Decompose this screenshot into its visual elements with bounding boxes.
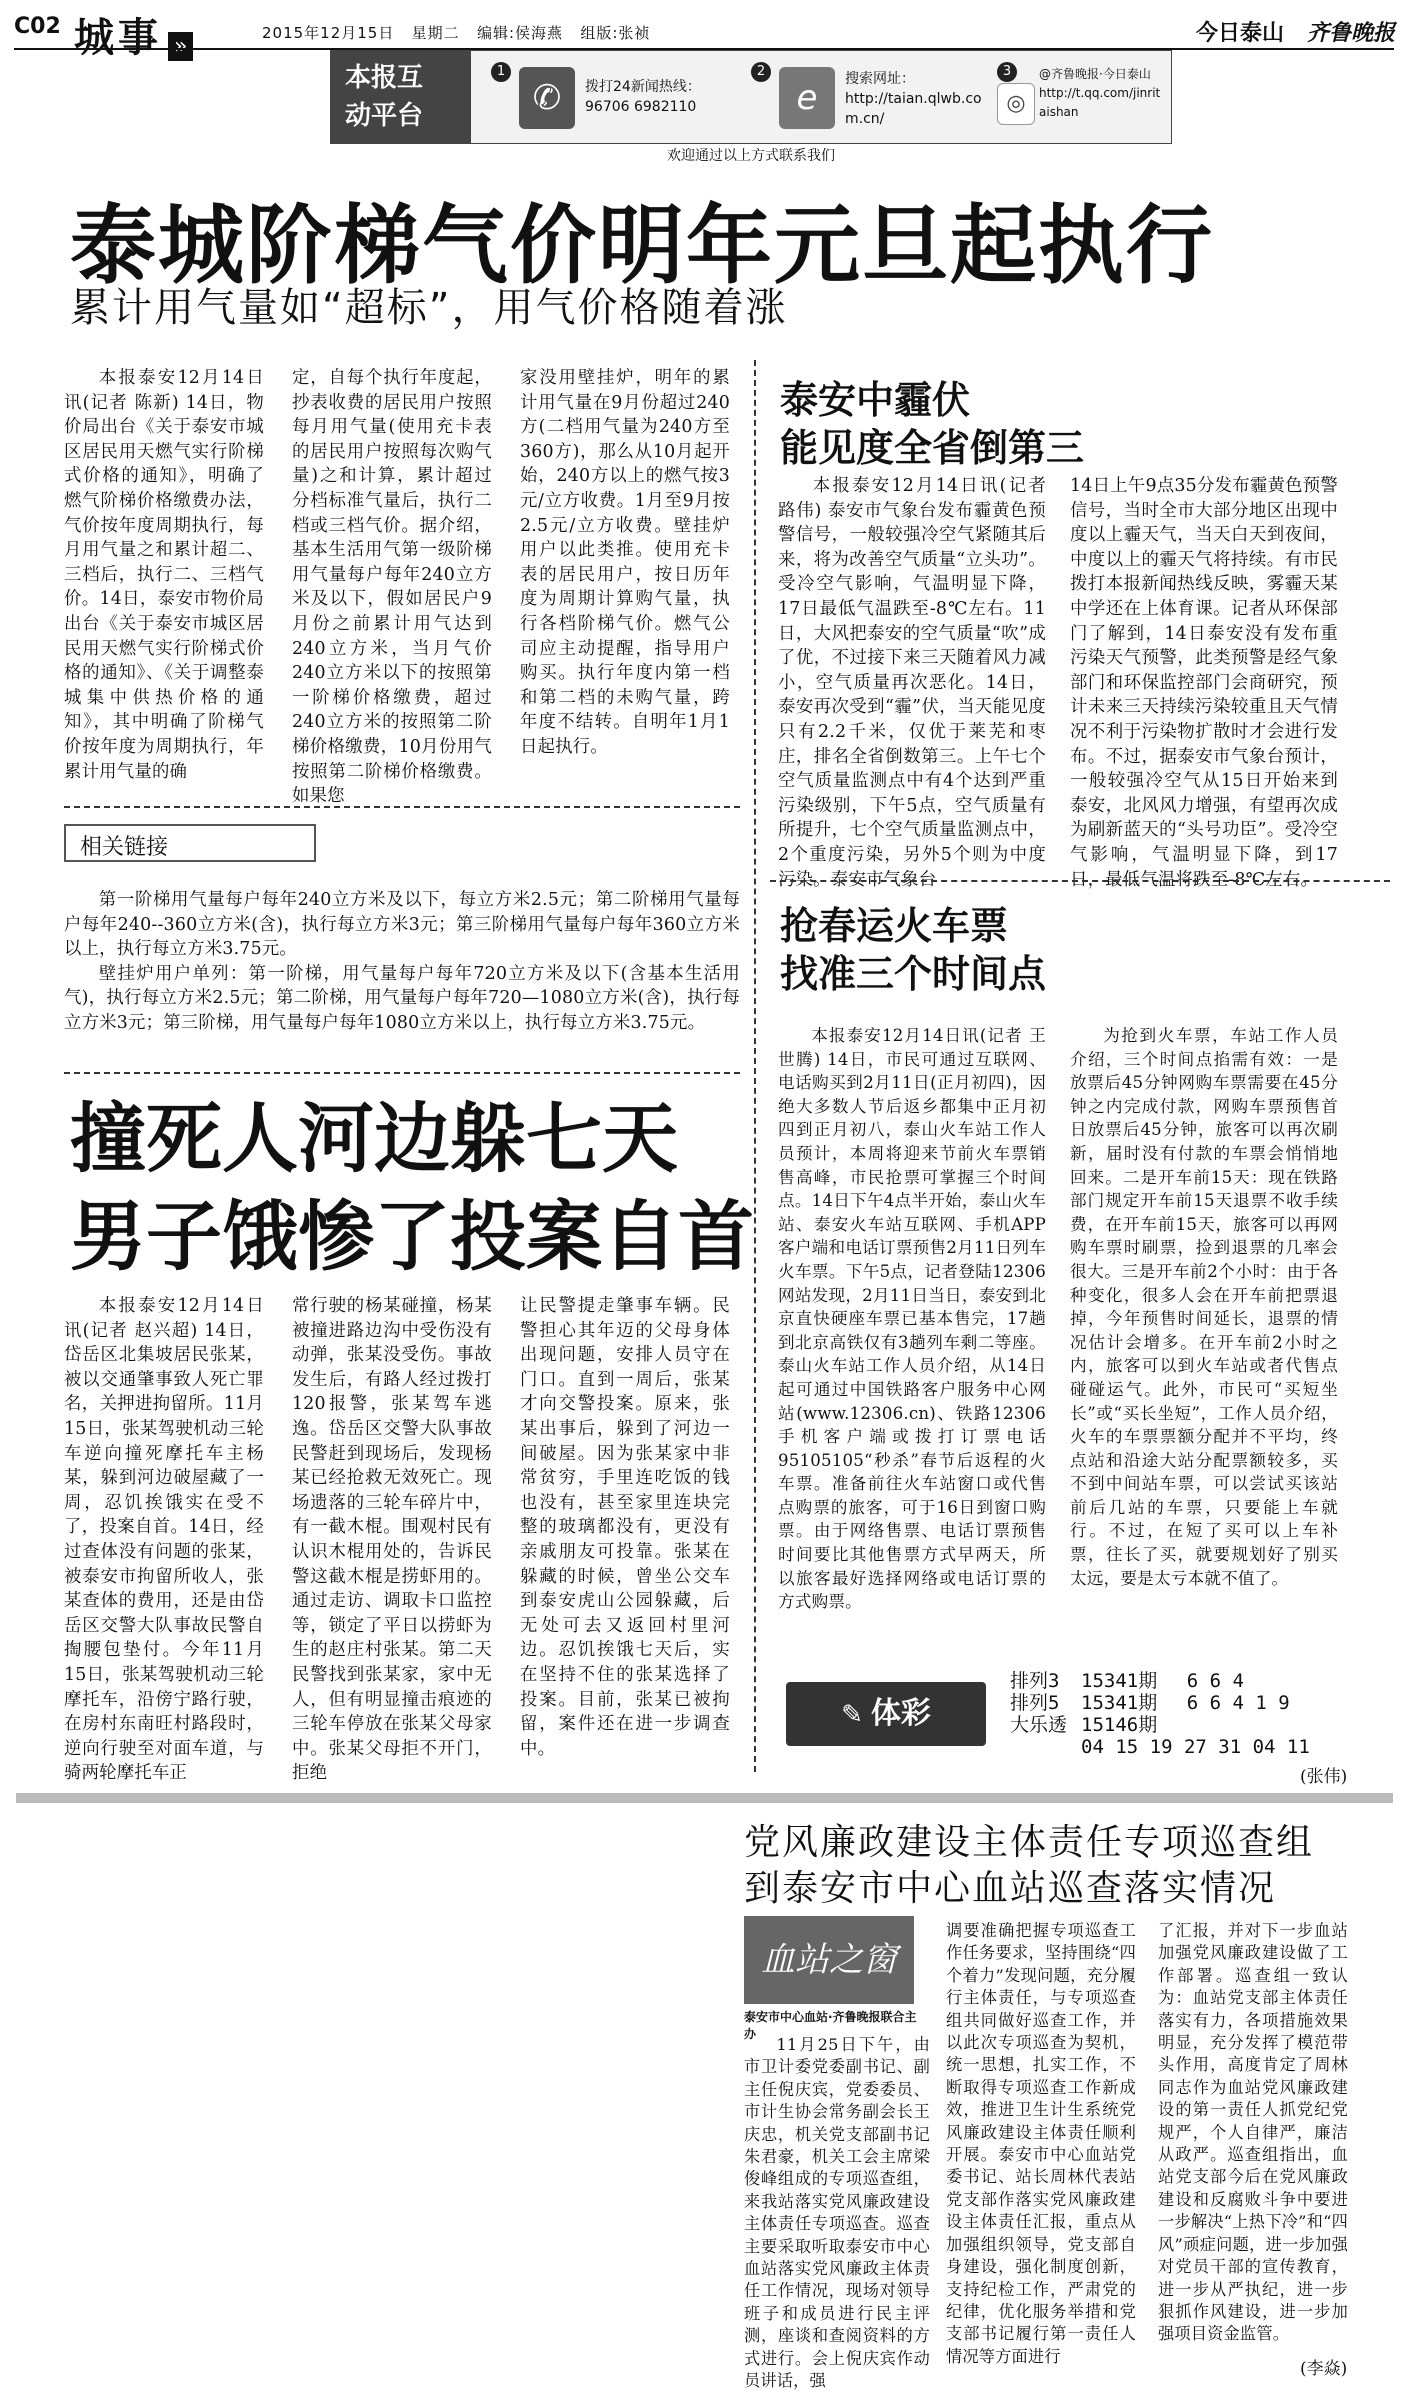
article5-col1 bbox=[744, 2034, 930, 2393]
lottery-name: 大乐透 bbox=[1010, 1714, 1068, 1736]
platform-web bbox=[751, 61, 771, 82]
article3-col2 bbox=[1070, 474, 1338, 892]
article4-col2 bbox=[1070, 1024, 1338, 1590]
hotline-text bbox=[585, 77, 735, 117]
weibo-text bbox=[1039, 65, 1165, 122]
weibo-url[interactable]: http://t.qq.com/jinritaishan bbox=[1039, 86, 1161, 119]
article3-headline-line1: 泰安中霾伏 bbox=[780, 377, 971, 422]
paper-logo: 齐鲁晚报 bbox=[1306, 21, 1395, 46]
editor: 编辑:侯海燕 bbox=[477, 24, 564, 42]
article3-col1 bbox=[778, 474, 1046, 892]
divider-rule bbox=[770, 880, 1390, 882]
article2-col2-text: 常行驶的杨某碰撞，杨某被撞进路边沟中受伤没有动弹，张某没受伤。事故发生后，有路人经过拨打120报警，张某驾车逃逸。岱岳区交警大队事故民警赶到现场后，发现杨某已经抢救无效死亡。现场遗落的三轮车碎片中，有一截木棍。围观村民有认识木棍用处的，告诉民警这截木棍是捞虾用的。通过走访、调取卡口监控等，锁定了平日以捞虾为生的赵庄村张某。第二天民警找到张某家，家中无人，但有明显撞击痕迹的三轮车停放在张某父母家中。张某父母拒不开门，拒绝 bbox=[292, 1296, 492, 1784]
article5-headline-line1: 党风廉政建设主体责任专项巡查组 bbox=[744, 1822, 1315, 1863]
article3-headline bbox=[780, 376, 1084, 472]
page-meta bbox=[262, 22, 650, 43]
lottery-row bbox=[1010, 1714, 1324, 1736]
article2-col3 bbox=[520, 1294, 730, 1761]
web-url[interactable]: http://taian.qlwb.com.cn/ bbox=[845, 91, 982, 127]
article1-col3 bbox=[520, 366, 730, 760]
platform-title-line2: 动平台 bbox=[345, 101, 424, 131]
article4-col1-text: 本报泰安12月14日讯(记者 王世腾) 14日，市民可通过互联网、电话购买到2月11日(正月初四)，因绝大多数人节后返乡都集中正月初四到正月初八，泰山火车站工作人员预计，本周将迎来节前火车票销售高峰，市民抢票可掌握三个时间点。14日下午4点半开始，泰山火车站、泰安火车站互联网、手机APP客户端和电话订票预售2月11日列车火车票。下午5点，记者登陆12306网站发现，2月11日当日，泰安到北京直快硬座车票已基本售完，17趟到北京高铁仅有3趟列车剩二等座。泰山火车站工作人员介绍，从14日起可通过中国铁路客户服务中心网站(www.12306.cn)、铁路12306手机客户端或拨打订票电话95105105“秒杀”春节后返程的火车票。准备前往火车站窗口或代售点购票的旅客，可于16日到窗口购票。由于网络售票、电话订票预售时间要比其他售票方式早两天，所以旅客最好选择网络或电话订票的方式购票。 bbox=[778, 1026, 1046, 1612]
section-name: 城事 bbox=[74, 15, 162, 61]
article4-headline bbox=[780, 902, 1046, 998]
column-divider bbox=[754, 360, 756, 1772]
article2-headline-line1: 撞死人河边躲七天 bbox=[70, 1094, 678, 1183]
section-separator bbox=[16, 1793, 1393, 1803]
lottery-row bbox=[1010, 1670, 1324, 1692]
related-para1: 第一阶梯用气量每户每年240立方米及以下，每立方米2.5元；第二阶梯用气量每户每年240--360立方米(含)，执行每立方米3元；第三阶梯用气量每户每年360立方米以上，执行每立方米3.75元。 bbox=[64, 890, 740, 960]
lottery-numbers bbox=[1187, 1714, 1324, 1736]
edition-label: 今日泰山 bbox=[1195, 21, 1284, 46]
article2-col1 bbox=[64, 1294, 264, 1786]
lottery-name: 排列3 bbox=[1010, 1670, 1060, 1692]
masthead-right bbox=[1196, 16, 1395, 47]
platform-title bbox=[331, 51, 471, 143]
platform-hotline bbox=[491, 61, 511, 82]
article2-headline bbox=[70, 1090, 754, 1286]
article1-col3-text: 家没用壁挂炉，明年的累计用气量在9月份超过240方(二档用气量为240方至360方)，那么从10月起开始，240方以上的燃气按3元/立方收费。1月至9月按2.5元/立方收费。壁挂炉用户以此类推。使用充卡表的居民用户，按日历年度为周期计算购气量，执行各档阶梯气价。燃气公司应主动提醒，指导用户购买。执行年度内第一档和第二档的未购气量，跨年度不结转。自明年1月1日起执行。 bbox=[520, 368, 730, 757]
related-links-box bbox=[64, 824, 316, 862]
lottery-badge-label: 体彩 bbox=[870, 1696, 931, 1731]
lottery-row bbox=[1010, 1692, 1324, 1714]
phone-icon: ✆ bbox=[519, 67, 575, 129]
lottery-badge bbox=[786, 1682, 986, 1746]
article2-col1-text: 本报泰安12月14日讯(记者 赵兴超) 14日，岱岳区北集坡居民张某，被以交通肇事致人死亡罪名，关押进拘留所。11月15日，张某驾驶机动三轮车逆向撞死摩托车主杨某，躲到河边破屋藏了一周，忍饥挨饿实在受不了，投案自首。14日，经过查体没有问题的张某，被泰安市拘留所收人，张某查体的费用，还是由岱岳区交警大队事故民警自掏腰包垫付。今年11月15日，张某驾驶机动三轮摩托车，沿傍宁路行驶，在房村东南旺村路段时，逆向行驶至对面车道，与骑两轮摩托车正 bbox=[64, 1296, 264, 1784]
article3-col2-text: 14日上午9点35分发布霾黄色预警信号，当时全市大部分地区出现中度以上霾天气，当天白天到夜间，中度以上的霾天气将持续。有市民拨打本报新闻热线反映，雾霾天某中学还在上体育课。记者从环保部门了解到，14日泰安没有发布重污染天气预警，此类预警是经气象部门和环保监控部门会商研究，预计未来三天持续污染较重且天气情况不利于污染物扩散时才会进行发布。不过，据泰安市气象台预计，一般较强冷空气从15日开始来到泰安，北风风力增强，有望再次成为刷新蓝天的“头号功臣”。受冷空气影响，气温明显下降，到17日，最低气温将跌至-8℃左右。 bbox=[1070, 476, 1338, 890]
lottery-icon: ✎ bbox=[841, 1700, 863, 1730]
section-title bbox=[74, 6, 244, 68]
layout-editor: 组版:张祯 bbox=[580, 24, 651, 42]
interactive-platform bbox=[330, 50, 1172, 164]
article1-subhead: 累计用气量如“超标”，用气价格随着涨 bbox=[70, 285, 788, 331]
article5-headline bbox=[744, 1820, 1314, 1912]
article2-col3-text: 让民警提走肇事车辆。民警担心其年迈的父母身体出现问题，安排人员守在门口。直到一周后，张某才向交警投案。原来，张某出事后，躲到了河边一间破屋。因为张某家中非常贫穷，手里连吃饭的钱也没有，甚至家里连块完整的玻璃都没有，更没有亲戚朋友可投靠。张某在躲藏的时候，曾坐公交车到泰安虎山公园躲藏，后无处可去又返回村里河边。忍饥挨饿七天后，实在坚持不住的张某选择了投案。目前，张某已被拘留，案件还在进一步调查中。 bbox=[520, 1296, 730, 1759]
weibo-icon: ◎ bbox=[997, 83, 1035, 125]
lottery-row bbox=[1010, 1736, 1324, 1758]
lottery-results bbox=[1010, 1670, 1324, 1758]
article4-author: (张伟) bbox=[1300, 1767, 1348, 1787]
lottery-numbers: 6 6 4 1 9 bbox=[1186, 1692, 1290, 1714]
lottery-issue: 15146期 bbox=[1081, 1714, 1158, 1736]
platform-footer: 欢迎通过以上方式联系我们 bbox=[667, 148, 835, 164]
divider-rule bbox=[64, 806, 740, 808]
article1-col1 bbox=[64, 366, 264, 784]
article5-col3-text: 了汇报，并对下一步血站加强党风廉政建设做了工作部署。巡查组一致认为：血站党支部主体责任落实有力，各项措施效果明显，充分发挥了模范带头作用，高度肯定了周林同志作为血站党风廉政建设的第一责任人抓党纪党规严，个人自律严，廉洁从政严。巡查组指出，血站党支部今后在党风廉政建设和反腐败斗争中要进一步解决“上热下冷”和“四风”顽症问题，进一步加强对党员干部的宣传教育，进一步从严执纪，进一步狠抓作风建设，进一步加强项目资金监管。 bbox=[1158, 1921, 1348, 2344]
article4-col2-text: 为抢到火车票，车站工作人员介绍，三个时间点掐需有效：一是放票后45分钟网购车票需要在45分钟之内完成付款，网购车票预售首日放票后45分钟，旅客可以再次刷新，届时没有付款的车票会悄悄地回来。二是开车前15天：现在铁路部门规定开车前15天退票不收手续费，在开车前15天，旅客可以再网购车票时刷票，捡到退票的几率会很大。三是开车前2个小时：由于各种变化，很多人会在开车前把票退掉，今年预售时间延长，退票的情况估计会增多。在开车前2小时之内，旅客可以到火车站或者代售点碰碰运气。此外，市民可“买短坐长”或“买长坐短”，工作人员介绍，火车的车票票额分配并不平均，终点站和沿途大站分配票额较多，买不到中间站车票，可以尝试买该站前后几站的车票，只要能上车就行。不过，在短了买可以上车补票，往长了买，就要规划好了别买太远，要是太亏本就不值了。 bbox=[1070, 1026, 1338, 1588]
related-links-label: 相关链接 bbox=[80, 835, 169, 860]
issue-date: 2015年12月15日 bbox=[262, 24, 395, 42]
lottery-name: 排列5 bbox=[1010, 1692, 1060, 1714]
lottery-issue: 15341期 bbox=[1081, 1692, 1158, 1714]
related-para2: 壁挂炉用户单列：第一阶梯，用气量每户每年720立方米及以下(含基本生活用气)，执行每立方米2.5元；第二阶梯，用气量每户每年720—1080立方米(含)，执行每立方米3元；第三阶梯，用气量每户每年1080立方米以上，执行每立方米3.75元。 bbox=[64, 963, 740, 1033]
lottery-table bbox=[1010, 1670, 1324, 1758]
article4-headline-line2: 找准三个时间点 bbox=[780, 951, 1047, 996]
article1-col2 bbox=[292, 366, 492, 809]
daletou-numbers: 04 15 19 27 31 04 11 bbox=[1081, 1736, 1310, 1758]
number-2-icon: 2 bbox=[751, 62, 771, 82]
number-1-icon: 1 bbox=[491, 62, 511, 82]
article5-col3 bbox=[1158, 1920, 1348, 2346]
hotline-label: 拨打24新闻热线： bbox=[585, 79, 701, 95]
article5-headline-line2: 到泰安市中心血站巡查落实情况 bbox=[744, 1868, 1277, 1909]
lottery-numbers: 6 6 4 bbox=[1186, 1670, 1244, 1692]
blood-station-caption: 泰安市中心血站·齐鲁晚报联合主办 bbox=[744, 2010, 917, 2041]
article1-col1-text: 本报泰安12月14日讯(记者 陈新) 14日，物价局出台《关于泰安市城区居民用天燃气实行阶梯式价格的通知》，明确了燃气阶梯价格缴费办法，气价按年度周期执行，每月用气量之和累计超二、三档后，执行二、三档气价。14日，泰安市物价局出台《关于泰安市城区居民用天燃气实行阶梯式价格的通知》、《关于调整泰城集中供热价格的通知》，其中明确了阶梯气价按年度为周期执行，年累计用气量的确 bbox=[64, 368, 264, 782]
web-text bbox=[845, 69, 985, 129]
article2-headline-line2: 男子饿惨了投案自首 bbox=[70, 1192, 754, 1281]
platform-weibo bbox=[997, 61, 1017, 82]
article5-col2-text: 调要准确把握专项巡查工作任务要求，坚持围绕“四个着力”发现问题，充分履行主体责任，与专项巡查组共同做好巡查工作，并以此次专项巡查为契机，统一思想，扎实工作，不断取得专项巡查工作新成效，推进卫生计生系统党风廉政建设主体责任顺利开展。泰安市中心血站党委书记、站长周林代表站党支部作落实党风廉政建设主体责任汇报，重点从加强组织领导，党支部自身建设，强化制度创新，支持纪检工作，严肃党的纪律，优化服务举措和党支部书记履行第一责任人情况等方面进行 bbox=[946, 1921, 1136, 2366]
weekday: 星期二 bbox=[411, 24, 460, 42]
divider-rule bbox=[64, 1072, 740, 1074]
lottery-spacer bbox=[1010, 1736, 1081, 1758]
article5-col1-text: 11月25日下午，由市卫计委党委副书记、副主任倪庆宾，党委委员、市计生协会常务副会长王庆忠，机关党支部副书记朱君豪，机关工会主席梁俊峰组成的专项巡查组，来我站落实党风廉政建设主体责任专项巡查。巡查主要采取听取泰安市中心血站落实党风廉政主体责任工作情况，现场对领导班子和成员进行民主评测，座谈和查阅资料的方式进行。会上倪庆宾作动员讲话，强 bbox=[744, 2035, 930, 2391]
browser-icon: e bbox=[779, 67, 835, 129]
number-3-icon: 3 bbox=[997, 62, 1017, 82]
article4-col1 bbox=[778, 1024, 1046, 1614]
blood-station-logo: 血站之窗 bbox=[744, 1916, 914, 2004]
article3-col1-text: 本报泰安12月14日讯(记者 路伟) 泰安市气象台发布霾黄色预警信号，一般较强冷空气紧随其后来，将为改善空气质量“立头功”。受冷空气影响，气温明显下降，17日最低气温跌至-8℃左右。11日，大风把泰安的空气质量“吹”成了优，不过接下来三天随着风力减小，空气质量再次恶化。14日，泰安再次受到“霾”伏，当天能见度只有2.2千米，仅优于莱芜和枣庄，排名全省倒数第三。上午七个空气质量监测点中有4个达到严重污染级别，下午5点，空气质量有所提升，七个空气质量监测点中，2个重度污染，另外5个则为中度污染。泰安市气象台 bbox=[778, 476, 1046, 890]
article1-headline: 泰城阶梯气价明年元旦起执行 bbox=[70, 195, 1214, 296]
article5-col2 bbox=[946, 1920, 1136, 2368]
article2-col2 bbox=[292, 1294, 492, 1786]
weibo-label: @齐鲁晚报·今日泰山 bbox=[1039, 67, 1151, 81]
article3-headline-line2: 能见度全省倒第三 bbox=[780, 425, 1085, 470]
platform-title-line1: 本报互 bbox=[345, 63, 424, 93]
article5-author: (李焱) bbox=[1300, 2359, 1348, 2379]
web-label: 搜索网址： bbox=[845, 71, 915, 87]
related-links-text bbox=[64, 888, 740, 1036]
chevron-right-icon: » bbox=[168, 32, 193, 61]
article1-col2-text: 定，自每个执行年度起，抄表收费的居民用户按照每月用气量(使用充卡表的居民用户按照每次购气量)之和计算，累计超过分档标准气量后，执行二档或三档气价。据介绍，基本生活用气第一级阶梯用气量每户每年240立方米及以下，假如居民户9月份之前累计用气达到240立方米，当月气价240立方米以下的按照第一阶梯价格缴费，超过240立方米的按照第二阶梯价格缴费，10月份用气按照第二阶梯价格缴费。如果您 bbox=[292, 368, 492, 807]
article4-headline-line1: 抢春运火车票 bbox=[780, 903, 1009, 948]
hotline-number: 96706 6982110 bbox=[585, 99, 697, 115]
page-number: C02 bbox=[14, 14, 61, 39]
lottery-issue: 15341期 bbox=[1081, 1670, 1158, 1692]
